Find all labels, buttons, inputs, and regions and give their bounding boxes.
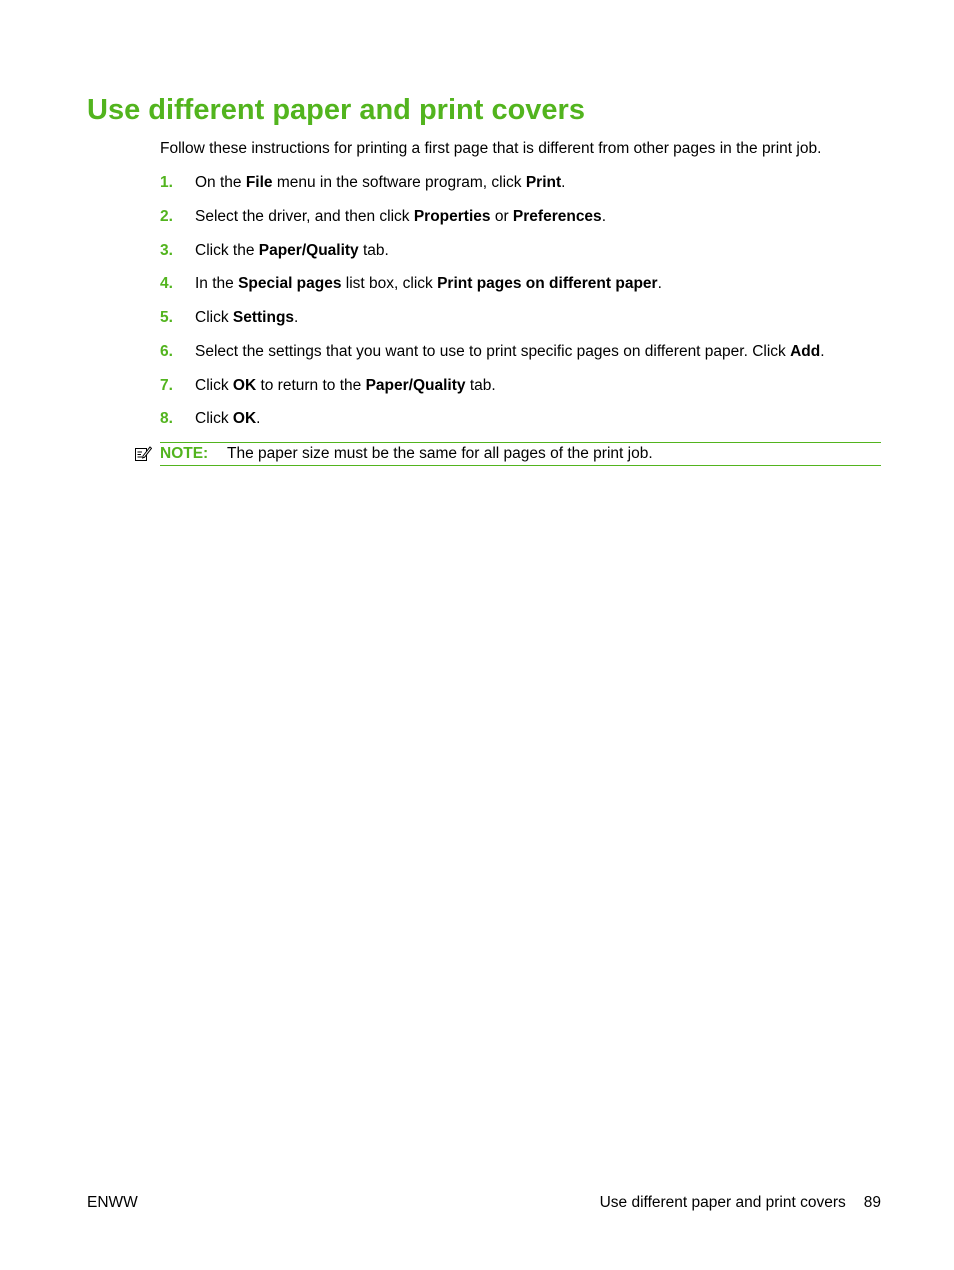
step-number: 1. xyxy=(160,174,173,191)
note-text: The paper size must be the same for all pages of the print job. xyxy=(227,445,653,462)
step-text-run: tab. xyxy=(358,241,389,259)
footer-left: ENWW xyxy=(87,1194,138,1211)
step-text-run: tab. xyxy=(465,376,496,394)
step-text-run: Select the driver, and then click xyxy=(195,207,414,225)
step-ui-term: Print xyxy=(525,174,562,191)
step-text-run: or xyxy=(490,207,513,225)
footer-right xyxy=(600,1193,881,1213)
step-text-run: Select the settings that you want to use to print specific pages on different paper. Click xyxy=(195,342,791,360)
step-ui-term: Special pages xyxy=(238,275,342,293)
step-text xyxy=(195,173,565,193)
intro-paragraph: Follow these instructions for printing a first page that is different from other pages in the print job. xyxy=(160,140,822,157)
step-text-run: to return to the xyxy=(256,376,366,394)
step-text-run: In the xyxy=(195,275,239,293)
step-number: 2. xyxy=(160,207,173,225)
step-ui-term: Print pages on different paper xyxy=(437,275,658,293)
step-text xyxy=(195,308,298,328)
step-text xyxy=(195,342,825,362)
step-text xyxy=(195,409,260,429)
step-text-run: list box, click xyxy=(341,275,438,293)
step-text-run: . xyxy=(256,410,261,428)
step-number: 3. xyxy=(160,241,173,259)
step-ui-term: Properties xyxy=(413,207,491,225)
step-text-run: On the xyxy=(195,174,246,191)
note-pencil-icon xyxy=(134,445,152,462)
step-ui-term: OK xyxy=(232,410,257,428)
step-ui-term: OK xyxy=(232,376,257,394)
step-number: 4. xyxy=(160,275,173,293)
step-ui-term: Preferences xyxy=(512,207,602,225)
step-text xyxy=(195,241,389,261)
step-ui-term: File xyxy=(245,174,273,191)
step-text xyxy=(195,376,496,396)
footer-section-title: Use different paper and print covers xyxy=(599,1194,846,1211)
step-number: 7. xyxy=(160,376,173,394)
page-number: 89 xyxy=(863,1194,881,1211)
step-text xyxy=(195,207,606,227)
step-ui-term: Paper/Quality xyxy=(365,376,466,394)
step-text-run: . xyxy=(294,309,299,326)
step-text-run: menu in the software program, click xyxy=(272,174,526,191)
note-box xyxy=(160,442,881,466)
step-number: 5. xyxy=(160,309,173,326)
step-number: 8. xyxy=(160,410,173,428)
page-title: Use different paper and print covers xyxy=(87,94,585,126)
note-label: NOTE: xyxy=(160,445,209,462)
step-ui-term: Settings xyxy=(232,309,295,326)
step-text-run: . xyxy=(657,275,662,293)
step-ui-term: Add xyxy=(790,342,821,360)
step-number: 6. xyxy=(160,342,173,360)
step-text-run: Click xyxy=(195,309,233,326)
step-text-run: Click the xyxy=(195,241,259,259)
step-text-run: . xyxy=(601,207,606,225)
step-text-run: Click xyxy=(195,410,233,428)
step-text-run: . xyxy=(561,174,566,191)
step-ui-term: Paper/Quality xyxy=(258,241,359,259)
step-text-run: Click xyxy=(195,376,233,394)
step-text xyxy=(195,274,662,294)
step-text-run: . xyxy=(820,342,825,360)
